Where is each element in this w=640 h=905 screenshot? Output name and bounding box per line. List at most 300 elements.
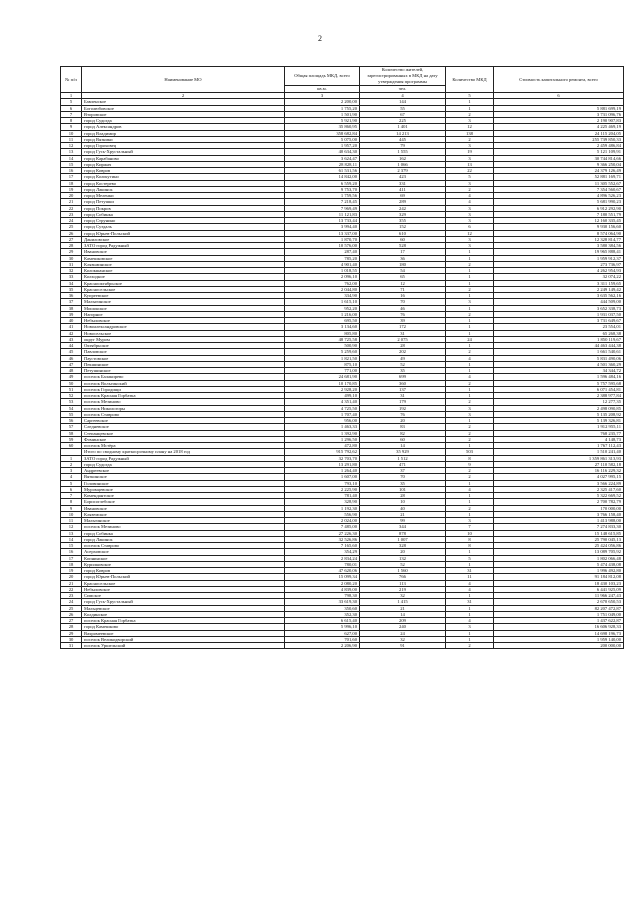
total-area: 7 485,00 bbox=[285, 524, 360, 530]
municipality-name: Вахромеевское bbox=[82, 630, 285, 636]
mkd-count: 7 bbox=[446, 524, 494, 530]
total-area: 287,40 bbox=[285, 249, 360, 255]
residents-count: 360 bbox=[360, 380, 446, 386]
mkd-count: 1 bbox=[446, 318, 494, 324]
mkd-count: 3 bbox=[446, 299, 494, 305]
mkd-count: 1 bbox=[446, 605, 494, 611]
row-number: 18 bbox=[61, 180, 82, 186]
repair-cost: 2 459 486,84 bbox=[494, 143, 624, 149]
municipality-name: город Владимир bbox=[82, 130, 285, 136]
row-number: 24 bbox=[61, 599, 82, 605]
municipality-name: Копнинское bbox=[82, 555, 285, 561]
row-number: 60 bbox=[61, 443, 82, 449]
row-number: 2 bbox=[61, 461, 82, 467]
repair-cost: 4 262 954,93 bbox=[494, 268, 624, 274]
municipality-name: город Юрьев-Польский bbox=[82, 574, 285, 580]
mkd-count: 3 bbox=[446, 118, 494, 124]
mkd-count: 31 bbox=[446, 599, 494, 605]
row-number: 40 bbox=[61, 318, 82, 324]
mkd-count: 3 bbox=[446, 155, 494, 161]
mkd-count: 31 bbox=[446, 568, 494, 574]
municipality-name: Небыловское bbox=[82, 318, 285, 324]
row-number: 47 bbox=[61, 361, 82, 367]
municipality-name: город Киржач bbox=[82, 161, 285, 167]
residents-count: 55 bbox=[360, 105, 446, 111]
total-area: 1 870,70 bbox=[285, 236, 360, 242]
mkd-count: 8 bbox=[446, 455, 494, 461]
mkd-count: 2 bbox=[446, 468, 494, 474]
repair-cost: 3 652 338,73 bbox=[494, 305, 624, 311]
mkd-count: 2 bbox=[446, 136, 494, 142]
residents-count: 180 bbox=[360, 261, 446, 267]
repair-cost: 5 881 699,19 bbox=[494, 105, 624, 111]
residents-count: 67 bbox=[360, 111, 446, 117]
residents-count: 52 bbox=[360, 361, 446, 367]
municipality-name: Андреевское bbox=[82, 468, 285, 474]
unit-residents: чел. bbox=[360, 86, 446, 93]
total-area: 472,80 bbox=[285, 443, 360, 449]
municipality-name: Колдинское bbox=[82, 611, 285, 617]
municipality-name: Симское bbox=[82, 593, 285, 599]
row-number: 7 bbox=[61, 493, 82, 499]
total-area: 3 134,60 bbox=[285, 324, 360, 330]
repair-cost: 16 116 229,32 bbox=[494, 468, 624, 474]
table-header-row bbox=[61, 67, 624, 86]
mkd-count: 1 bbox=[446, 343, 494, 349]
repair-cost: 6 441 925,09 bbox=[494, 586, 624, 592]
municipality-name: Фоминское bbox=[82, 436, 285, 442]
repair-cost: 2 388 977,84 bbox=[494, 393, 624, 399]
municipality-name: поселок Городищи bbox=[82, 386, 285, 392]
total-area: 354,29 bbox=[285, 549, 360, 555]
mkd-count: 1 bbox=[446, 561, 494, 567]
total-area: 4 351,40 bbox=[285, 399, 360, 405]
mkd-count: 22 bbox=[446, 168, 494, 174]
municipality-name: поселок Мезиново bbox=[82, 524, 285, 530]
repair-cost: 6 071 454,81 bbox=[494, 386, 624, 392]
mkd-count: 1 bbox=[446, 280, 494, 286]
total-area: 47 620,06 bbox=[285, 568, 360, 574]
row-number: 33 bbox=[61, 274, 82, 280]
municipality-name: ЗАТО город Радужный bbox=[82, 243, 285, 249]
row-number: 9 bbox=[61, 505, 82, 511]
row-number: 11 bbox=[61, 136, 82, 142]
residents-count: 1 560 bbox=[360, 568, 446, 574]
col-index: 6 bbox=[494, 93, 624, 99]
col-index: 2 bbox=[82, 93, 285, 99]
row-number: 5 bbox=[61, 480, 82, 486]
residents-count: 1 555 bbox=[360, 149, 446, 155]
municipality-name: Кляземское bbox=[82, 511, 285, 517]
row-number: 57 bbox=[61, 424, 82, 430]
mkd-count: 1 bbox=[446, 268, 494, 274]
repair-cost: 4 501 360,29 bbox=[494, 361, 624, 367]
row-number: 32 bbox=[61, 268, 82, 274]
residents-count: 20 bbox=[360, 418, 446, 424]
repair-cost: 24 379 126,49 bbox=[494, 168, 624, 174]
mkd-count: 2 bbox=[446, 111, 494, 117]
mkd-count: 5 bbox=[446, 174, 494, 180]
residents-count: 2 075 bbox=[360, 336, 446, 342]
residents-count: 10 bbox=[360, 499, 446, 505]
mkd-count: 1 bbox=[446, 499, 494, 505]
residents-count: 162 bbox=[360, 155, 446, 161]
repair-cost: 8 574 064,90 bbox=[494, 230, 624, 236]
repair-cost: 23 554,01 bbox=[494, 324, 624, 330]
repair-cost: 5 831 490,06 bbox=[494, 355, 624, 361]
repair-cost: 2 498 090,85 bbox=[494, 405, 624, 411]
total-area: 2 928,20 bbox=[285, 386, 360, 392]
residents-count: 31 bbox=[360, 330, 446, 336]
mkd-count: 1 bbox=[446, 493, 494, 499]
row-number: 5 bbox=[61, 99, 82, 105]
mkd-count: 1 bbox=[446, 305, 494, 311]
municipality-name: Мальгинское bbox=[82, 518, 285, 524]
total-area: 328,90 bbox=[285, 499, 360, 505]
total-area: 9 753,70 bbox=[285, 186, 360, 192]
residents-count: 240 bbox=[360, 624, 446, 630]
municipality-name: Малыгинское bbox=[82, 299, 285, 305]
row-number: 14 bbox=[61, 536, 82, 542]
row-number: 26 bbox=[61, 230, 82, 236]
mkd-count: 8 bbox=[446, 543, 494, 549]
mkd-count: 24 bbox=[446, 336, 494, 342]
mkd-count: 2 bbox=[446, 505, 494, 511]
municipality-name: Паустовское bbox=[82, 355, 285, 361]
repair-cost: 7 274 833,30 bbox=[494, 524, 624, 530]
residents-count: 28 bbox=[360, 343, 446, 349]
municipality-name: Вяткинское bbox=[82, 474, 285, 480]
total-area: 334,90 bbox=[285, 293, 360, 299]
residents-count: 328 bbox=[360, 543, 446, 549]
total-area: 15 099,34 bbox=[285, 574, 360, 580]
municipality-name: город Камешково bbox=[82, 624, 285, 630]
municipality-name: Даниловское bbox=[82, 236, 285, 242]
residents-count: 1 066 bbox=[360, 161, 446, 167]
municipality-name: Колокшанское bbox=[82, 268, 285, 274]
total-area: 875,10 bbox=[285, 361, 360, 367]
mkd-count: 3 bbox=[446, 211, 494, 217]
repair-cost: 15 148 615,85 bbox=[494, 530, 624, 536]
municipality-name: Второвское bbox=[82, 111, 285, 117]
municipality-name: город Меленки bbox=[82, 193, 285, 199]
repair-cost: 9 366 250,04 bbox=[494, 161, 624, 167]
residents-count: 411 bbox=[360, 186, 446, 192]
total-area: 24 681,90 bbox=[285, 374, 360, 380]
total-area: 13 337,00 bbox=[285, 230, 360, 236]
municipality-name: город Судогда bbox=[82, 118, 285, 124]
total-area: 28 828,11 bbox=[285, 161, 360, 167]
total-area: 2 024,00 bbox=[285, 518, 360, 524]
repair-cost: 2 325 417,60 bbox=[494, 486, 624, 492]
municipality-name: Ивановское bbox=[82, 249, 285, 255]
total-area: 793,10 bbox=[285, 480, 360, 486]
mkd-count: 1 bbox=[446, 480, 494, 486]
total-area: 762,00 bbox=[285, 280, 360, 286]
total-area: 6 559,20 bbox=[285, 180, 360, 186]
total-area: 4 725,50 bbox=[285, 405, 360, 411]
repair-cost: 3 731 649,67 bbox=[494, 318, 624, 324]
header-mkd-count: Количество МКД bbox=[446, 67, 494, 93]
row-number: 56 bbox=[61, 418, 82, 424]
total-area: 1 018,55 bbox=[285, 268, 360, 274]
total-area: 1 821,50 bbox=[285, 355, 360, 361]
repair-cost: 2 700 782,79 bbox=[494, 499, 624, 505]
row-number: 7 bbox=[61, 111, 82, 117]
repair-cost: 7 180 551,79 bbox=[494, 211, 624, 217]
mkd-count: 1 bbox=[446, 293, 494, 299]
residents-count: 2 379 bbox=[360, 168, 446, 174]
row-number: 30 bbox=[61, 255, 82, 261]
mkd-count: 2 bbox=[446, 349, 494, 355]
mkd-count: 1 bbox=[446, 393, 494, 399]
repair-cost: 444 509,00 bbox=[494, 299, 624, 305]
row-number: 19 bbox=[61, 186, 82, 192]
municipality-name: Следневское bbox=[82, 424, 285, 430]
total-area: 798,30 bbox=[285, 593, 360, 599]
residents-count: 49 bbox=[360, 355, 446, 361]
repair-cost: 1 437 622,87 bbox=[494, 618, 624, 624]
residents-count: 35 929 bbox=[360, 449, 446, 455]
total-area: 7 165,60 bbox=[285, 543, 360, 549]
residents-count: 70 bbox=[360, 299, 446, 305]
row-number: 22 bbox=[61, 205, 82, 211]
municipality-name: поселок Балакирево bbox=[82, 374, 285, 380]
total-area: 33 619,30 bbox=[285, 599, 360, 605]
total-area: 956,00 bbox=[285, 418, 360, 424]
mkd-count: 5 bbox=[446, 555, 494, 561]
repair-cost: 1 510 241,40 bbox=[494, 449, 624, 455]
repair-cost: 2 249 149,42 bbox=[494, 286, 624, 292]
total-area: 1 216,00 bbox=[285, 311, 360, 317]
row-number: 21 bbox=[61, 580, 82, 586]
repair-cost: 19 965 888,41 bbox=[494, 249, 624, 255]
total-area: 10 170,85 bbox=[285, 380, 360, 386]
row-number: 22 bbox=[61, 586, 82, 592]
row-number: 28 bbox=[61, 624, 82, 630]
municipality-name: город Вязники bbox=[82, 136, 285, 142]
total-area: 14 842,00 bbox=[285, 174, 360, 180]
header-name: Наименование МО bbox=[82, 67, 285, 93]
mkd-count: 1 bbox=[446, 368, 494, 374]
municipality-name: Муромцевское bbox=[82, 486, 285, 492]
residents-count: 69 bbox=[360, 193, 446, 199]
residents-count: 14 213 bbox=[360, 130, 446, 136]
total-area: 805,80 bbox=[285, 330, 360, 336]
municipality-name: Купреевское bbox=[82, 293, 285, 299]
total-area: 1 392,90 bbox=[285, 430, 360, 436]
residents-count: 28 bbox=[360, 493, 446, 499]
residents-count: 528 bbox=[360, 243, 446, 249]
total-area: 1 264,40 bbox=[285, 468, 360, 474]
municipality-name: поселок Никологоры bbox=[82, 405, 285, 411]
row-number: 55 bbox=[61, 411, 82, 417]
total-area: 771,00 bbox=[285, 368, 360, 374]
municipality-name: поселок Мезиново bbox=[82, 399, 285, 405]
residents-count: 31 bbox=[360, 393, 446, 399]
row-number: 23 bbox=[61, 593, 82, 599]
mkd-count: 1 bbox=[446, 361, 494, 367]
mkd-count: 4 bbox=[446, 199, 494, 205]
repair-cost: 5 121 109,91 bbox=[494, 149, 624, 155]
total-area: 1 192,30 bbox=[285, 505, 360, 511]
mkd-count: 1 bbox=[446, 324, 494, 330]
residents-count: 70 bbox=[360, 474, 446, 480]
row-number: 58 bbox=[61, 430, 82, 436]
repair-cost: 44 463 444,38 bbox=[494, 343, 624, 349]
col-index: 1 bbox=[61, 93, 82, 99]
municipality-name: поселок Красная Горбатка bbox=[82, 618, 285, 624]
residents-count: 79 bbox=[360, 143, 446, 149]
repair-cost: 82 207 472,87 bbox=[494, 605, 624, 611]
total-area: 1 615,10 bbox=[285, 299, 360, 305]
municipality-name: Колходное bbox=[82, 274, 285, 280]
residents-count: 12 bbox=[360, 280, 446, 286]
mkd-count: 1 bbox=[446, 443, 494, 449]
municipality-name: ЗАТО город Радужный bbox=[82, 455, 285, 461]
municipality-name: Небыловское bbox=[82, 586, 285, 592]
residents-count: 52 bbox=[360, 561, 446, 567]
municipality-name: город Лакинск bbox=[82, 536, 285, 542]
row-number: 4 bbox=[61, 474, 82, 480]
row-number: 17 bbox=[61, 555, 82, 561]
residents-count: 40 bbox=[360, 505, 446, 511]
total-area: 11 121,83 bbox=[285, 211, 360, 217]
repair-cost: 1 850 119,67 bbox=[494, 336, 624, 342]
residents-count: 14 bbox=[360, 611, 446, 617]
row-number: 34 bbox=[61, 280, 82, 286]
repair-cost: 1 767 112,43 bbox=[494, 443, 624, 449]
repair-cost: 11 305 552,67 bbox=[494, 180, 624, 186]
total-area: 48 725,58 bbox=[285, 336, 360, 342]
mkd-count: 1 bbox=[446, 636, 494, 642]
residents-count: 32 bbox=[360, 636, 446, 642]
municipality-name: Петушинское bbox=[82, 368, 285, 374]
row-number: 31 bbox=[61, 261, 82, 267]
residents-count: 471 bbox=[360, 461, 446, 467]
repair-cost: 3 580 384,56 bbox=[494, 243, 624, 249]
row-number: 30 bbox=[61, 636, 82, 642]
total-area: 6 615,40 bbox=[285, 618, 360, 624]
mkd-count: 1 bbox=[446, 511, 494, 517]
total-area: 500,90 bbox=[285, 343, 360, 349]
total-area: 1 759,56 bbox=[285, 193, 360, 199]
municipality-name: поселок Красная Горбатка bbox=[82, 393, 285, 399]
repair-cost: 1 596 484,16 bbox=[494, 374, 624, 380]
municipality-name: Красносельское bbox=[82, 286, 285, 292]
municipality-name: Асерховское bbox=[82, 549, 285, 555]
residents-count: 14 bbox=[360, 443, 446, 449]
municipality-name: город Кольчугино bbox=[82, 174, 285, 180]
repair-cost: 3 566 224,89 bbox=[494, 480, 624, 486]
row-number: 31 bbox=[61, 643, 82, 649]
residents-count: 878 bbox=[360, 530, 446, 536]
row-number: 13 bbox=[61, 530, 82, 536]
mkd-count: 2 bbox=[446, 186, 494, 192]
repair-cost: 1 661 540,61 bbox=[494, 349, 624, 355]
mkd-count: 1 bbox=[446, 630, 494, 636]
row-number: 6 bbox=[61, 486, 82, 492]
total-area: 32 526,86 bbox=[285, 536, 360, 542]
municipality-name: Нагорное bbox=[82, 311, 285, 317]
municipality-name: город Судогда bbox=[82, 461, 285, 467]
mkd-count: 2 bbox=[446, 436, 494, 442]
table-body-plan-2018 bbox=[61, 99, 624, 455]
municipality-name: поселок Ставрово bbox=[82, 543, 285, 549]
municipality-name: город Гусь-Хрустальный bbox=[82, 599, 285, 605]
mkd-count: 19 bbox=[446, 149, 494, 155]
municipality-name: Курилковское bbox=[82, 561, 285, 567]
municipality-name: город Гороховец bbox=[82, 143, 285, 149]
mkd-count: 2 bbox=[446, 311, 494, 317]
municipality-name: Мальцевское bbox=[82, 605, 285, 611]
total-area: 780,01 bbox=[285, 561, 360, 567]
row-number: 12 bbox=[61, 143, 82, 149]
repair-cost: 170 000,00 bbox=[494, 505, 624, 511]
municipality-name: Ивановское bbox=[82, 505, 285, 511]
total-area: 4 901,40 bbox=[285, 261, 360, 267]
row-number: 59 bbox=[61, 436, 82, 442]
table-body-plan-next bbox=[61, 455, 624, 649]
total-area: 5 996,10 bbox=[285, 624, 360, 630]
residents-count: 113 bbox=[360, 580, 446, 586]
repair-cost: 1 413 988,00 bbox=[494, 518, 624, 524]
header-area: Общая площадь МКД, всего bbox=[285, 67, 360, 86]
residents-count: 82 bbox=[360, 430, 446, 436]
mkd-count: 4 bbox=[446, 586, 494, 592]
residents-count: 225 bbox=[360, 118, 446, 124]
mkd-count: 12 bbox=[446, 124, 494, 130]
total-area: 1 957,20 bbox=[285, 143, 360, 149]
repair-cost: 16 606 928,33 bbox=[494, 624, 624, 630]
total-area: 2 096,10 bbox=[285, 274, 360, 280]
repair-cost: 5 681 990,23 bbox=[494, 199, 624, 205]
header-cost: Стоимость капитального ремонта, всего bbox=[494, 67, 624, 93]
row-number: 10 bbox=[61, 130, 82, 136]
municipality-name: Павловское bbox=[82, 349, 285, 355]
repair-cost: 4 225 469,19 bbox=[494, 124, 624, 130]
residents-count: 76 bbox=[360, 311, 446, 317]
row-number: 3 bbox=[61, 468, 82, 474]
total-area: 2 200,00 bbox=[285, 99, 360, 105]
mkd-count: 4 bbox=[446, 193, 494, 199]
repair-cost: 3 766 158,40 bbox=[494, 511, 624, 517]
repair-cost: 5 135 208,92 bbox=[494, 411, 624, 417]
repair-cost: 1 959 912,37 bbox=[494, 255, 624, 261]
row-number: 18 bbox=[61, 561, 82, 567]
residents-count: 219 bbox=[360, 586, 446, 592]
mkd-count: 1 bbox=[446, 386, 494, 392]
municipality-name: Саргеевское bbox=[82, 418, 285, 424]
row-number: 20 bbox=[61, 193, 82, 199]
municipality-name: Краснооктябрьское bbox=[82, 280, 285, 286]
row-number: 51 bbox=[61, 386, 82, 392]
residents-count: 355 bbox=[360, 218, 446, 224]
row-number: 6 bbox=[61, 105, 82, 111]
total-area: 627,00 bbox=[285, 630, 360, 636]
mkd-count: 1 bbox=[446, 549, 494, 555]
residents-count: 21 bbox=[360, 605, 446, 611]
residents-count: 144 bbox=[360, 99, 446, 105]
row-number: 25 bbox=[61, 224, 82, 230]
total-area: 1 607,00 bbox=[285, 474, 360, 480]
mkd-count: 1 bbox=[446, 274, 494, 280]
repair-cost: 7 354 560,67 bbox=[494, 186, 624, 192]
row-number: 46 bbox=[61, 355, 82, 361]
mkd-count: 3 bbox=[446, 518, 494, 524]
row-number: 26 bbox=[61, 611, 82, 617]
municipality-name: город Собинка bbox=[82, 530, 285, 536]
